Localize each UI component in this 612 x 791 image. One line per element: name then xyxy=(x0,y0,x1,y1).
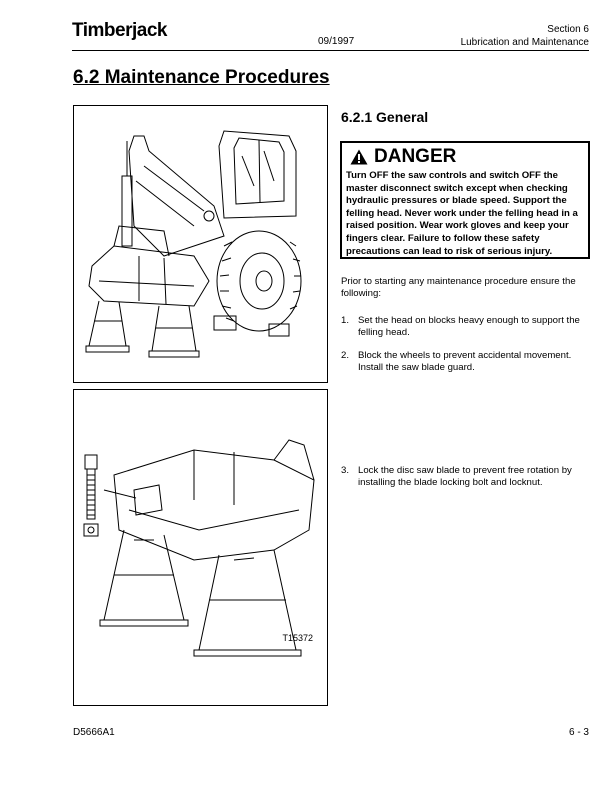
step-number: 3. xyxy=(341,465,350,476)
step-text: Set the head on blocks heavy enough to support the felling head. xyxy=(358,315,580,339)
header-rule xyxy=(72,50,589,51)
footer-page-number: 6 - 3 xyxy=(568,727,589,738)
step-text: Lock the disc saw blade to prevent free rotation by installing the blade locking bolt and locknut. xyxy=(358,465,572,489)
step-text: Block the wheels to prevent accidental movement. Install the saw blade guard. xyxy=(358,350,572,374)
header-section xyxy=(461,23,589,49)
danger-title: DANGER xyxy=(374,146,457,167)
list-item xyxy=(341,350,591,375)
header-date: 09/1997 xyxy=(318,36,355,47)
figure-code: T15372 xyxy=(282,633,313,643)
brand-logo-text: Timberjack xyxy=(72,20,167,41)
section-number: Section 6 xyxy=(547,24,589,35)
step-number: 1. xyxy=(341,315,350,326)
subsection-title: 6.2.1 General xyxy=(341,109,429,125)
list-item xyxy=(341,465,591,490)
footer-doc-number: D5666A1 xyxy=(73,727,115,738)
danger-heading xyxy=(346,146,584,168)
warning-triangle-icon xyxy=(350,149,368,165)
step-number: 2. xyxy=(341,350,350,361)
page-title: 6.2 Maintenance Procedures xyxy=(73,67,330,88)
danger-box xyxy=(340,141,590,259)
figure-felling-head-on-stands xyxy=(73,105,328,383)
danger-text: Turn OFF the saw controls and switch OFF the master disconnect switch except when checking hydraulic pressures or blade speed. Support the felling head. Never work under the felling head in a raised position. Wear work gloves and keep your fingers clear. Failure to follow these safety precautions can lead to risk of serious injury. xyxy=(346,170,578,257)
section-title: Lubrication and Maintenance xyxy=(460,37,589,48)
list-item xyxy=(341,315,591,340)
machine-illustration xyxy=(74,106,327,382)
figure-blade-locking-bolt xyxy=(73,389,328,706)
locking-bolt-illustration xyxy=(74,390,327,705)
intro-paragraph: Prior to starting any maintenance procedure ensure the following: xyxy=(341,276,576,300)
